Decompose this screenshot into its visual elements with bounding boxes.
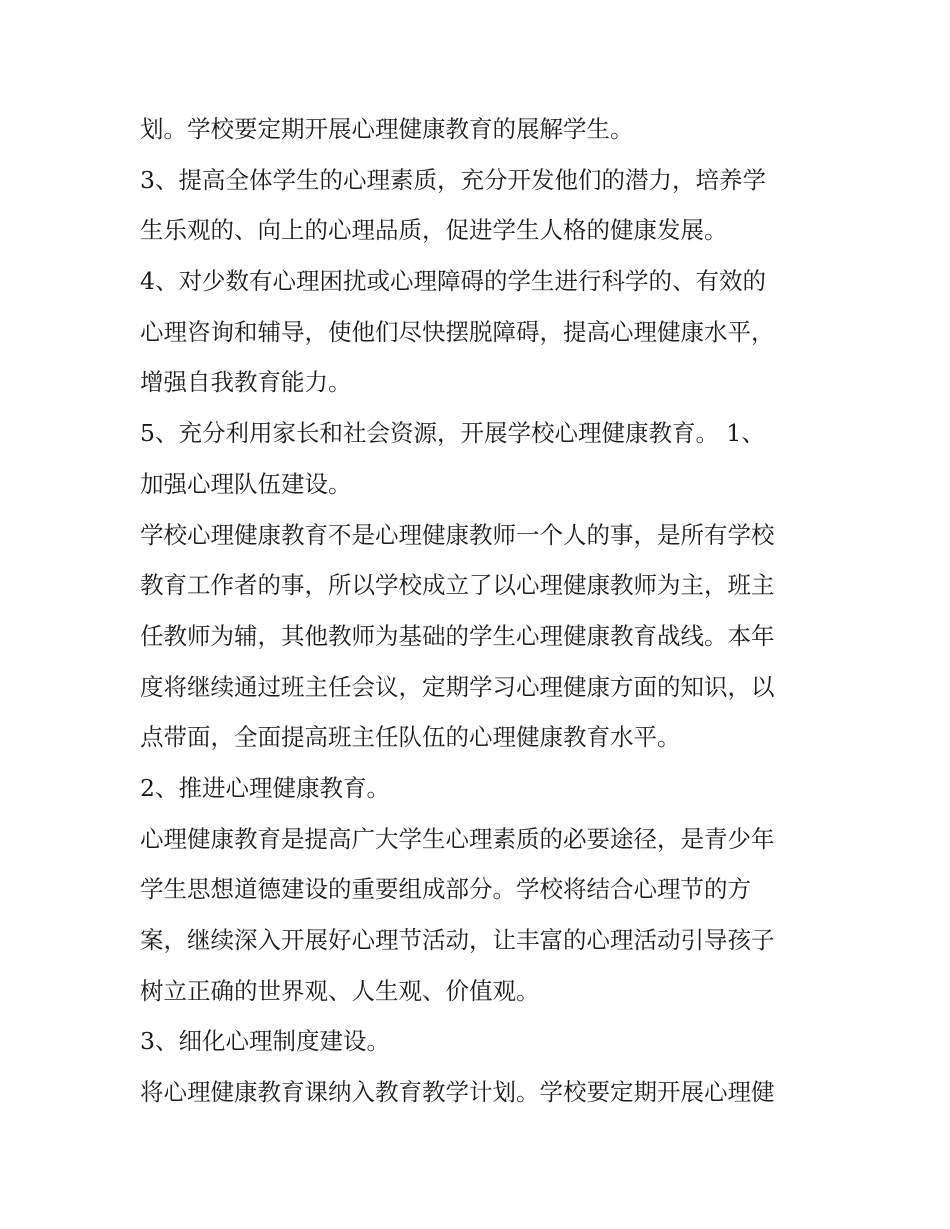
text-line: 3、细化心理制度建设。 [140,1027,390,1056]
text-line: 2、推进心理健康教育。 [140,773,390,802]
text-line: 任教师为辅，其他教师为基础的学生心理健康教育战线。本年 [140,621,775,650]
text-line: 点带面，全面提高班主任队伍的心理健康教育水平。 [140,723,681,752]
text-line: 树立正确的世界观、人生观、价值观。 [140,976,540,1005]
text-line: 心理健康教育是提高广大学生心理素质的必要途径，是青少年 [140,824,775,853]
text-line: 增强自我教育能力。 [140,368,352,397]
text-line: 5、充分利用家长和社会资源，开展学校心理健康教育。 1、 [140,419,765,448]
text-line: 教育工作者的事，所以学校成立了以心理健康教师为主，班主 [140,571,775,600]
document-body [140,104,820,1118]
text-line: 划。学校要定期开展心理健康教育的展解学生。 [140,115,634,143]
text-line: 心理咨询和辅导，使他们尽快摆脱障碍，提高心理健康水平， [140,317,775,346]
text-line: 3、提高全体学生的心理素质，充分开发他们的潜力，培养学 [140,165,766,194]
text-line: 学校心理健康教育不是心理健康教师一个人的事，是所有学校 [140,520,775,549]
text-line: 4、对少数有心理困扰或心理障碍的学生进行科学的、有效的 [140,267,766,296]
text-line: 将心理健康教育课纳入教育教学计划。学校要定期开展心理健 [140,1078,775,1107]
text-line: 加强心理队伍建设。 [140,469,352,498]
text-line: 案，继续深入开展好心理节活动，让丰富的心理活动引导孩子 [140,926,775,954]
text-line: 生乐观的、向上的心理品质，促进学生人格的健康发展。 [140,216,728,245]
text-line: 度将继续通过班主任会议，定期学习心理健康方面的知识，以 [140,672,775,701]
text-line: 学生思想道德建设的重要组成部分。学校将结合心理节的方 [140,875,751,904]
